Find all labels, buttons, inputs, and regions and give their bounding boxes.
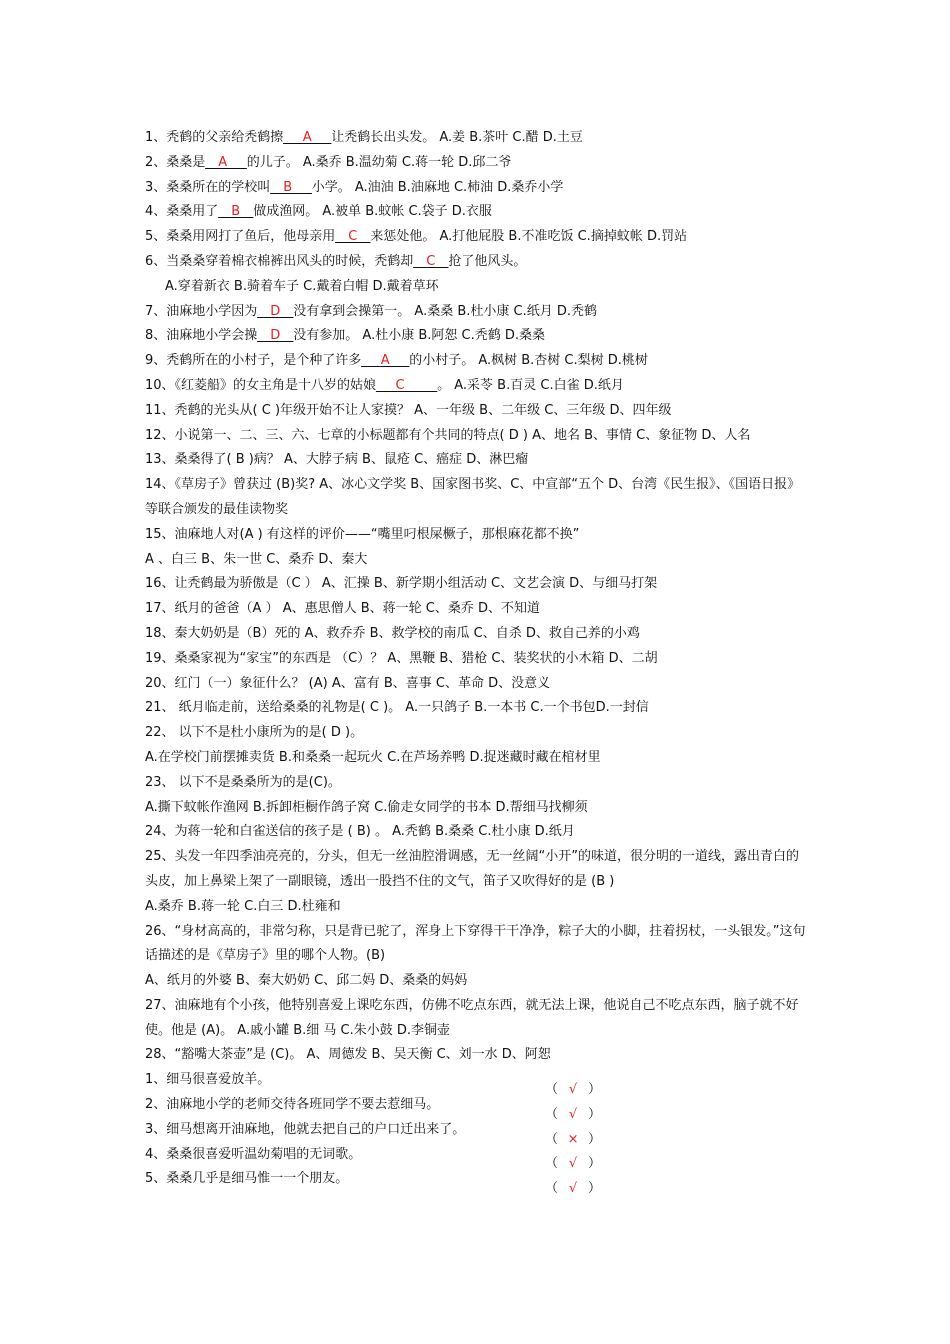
question-line [145, 151, 810, 176]
blank-left: __ [257, 303, 271, 319]
blank-left: ___ [361, 353, 381, 369]
answer-blank [218, 204, 253, 219]
question-text: 没有参加。 A.杜小康 B.阿恕 C.秃鹤 D.桑桑 [293, 328, 546, 344]
answer-letter: D [270, 328, 281, 344]
question-line [145, 622, 810, 647]
question-stem: 1、秃鹤的父亲给秃鹤擦 [145, 130, 284, 145]
question-line [145, 225, 810, 250]
blank-right: ___ [292, 179, 312, 195]
question-text: 14、《草房子》曾获过 (B)奖? A、冰心文学奖 B、国家图书奖、C、中宣部“五个 D、台湾《民生报》、《国语日报》等联合颁发的最佳读物奖 [145, 477, 801, 517]
question-line [145, 349, 810, 374]
judgement-mark: √ [568, 1156, 578, 1172]
question-line [145, 473, 810, 523]
question-line [145, 895, 810, 920]
answer-blank [376, 378, 437, 393]
judgement-line [145, 1118, 810, 1147]
judgement-mark: √ [568, 1082, 578, 1098]
question-text: 来惩处他。 A.打他屁股 B.不准吃饭 C.摘掉蚊帐 D.罚站 [370, 229, 688, 245]
question-line [145, 969, 810, 994]
question-text: 让秃鹤长出头发。 A.姜 B.茶叶 C.醋 D.土豆 [331, 130, 583, 145]
question-text: 21、 纸月临走前，送给桑桑的礼物是( C )。 A.一只鸽子 B.一本书 C.一个书包D.一封信 [145, 700, 649, 716]
question-line [145, 771, 810, 796]
question-line [145, 1043, 810, 1068]
blank-right: __ [280, 303, 294, 319]
question-line [145, 746, 810, 771]
question-line [145, 820, 810, 845]
blank-left: __ [335, 229, 349, 245]
question-text: 19、桑桑家视为“家宝”的东西是 （C）？ A、黑鞭 B、猎枪 C、装奖状的小木箱 D、二胡 [145, 650, 658, 666]
answer-letter: A [380, 353, 390, 369]
question-line [145, 572, 810, 597]
question-stem: 5、桑桑用网打了鱼后，他母亲用 [145, 229, 336, 245]
judgement-text: 4、桑桑很喜爱听温幼菊唱的无词歌。 [145, 1146, 362, 1162]
blank-left: __ [218, 204, 232, 220]
question-stem: 6、当桑桑穿着棉衣棉裤出风头的时候，秃鹤却 [145, 253, 414, 269]
question-line [145, 672, 810, 697]
blank-left: __ [257, 328, 271, 344]
question-text: 小学。 A.油油 B.油麻地 C.柿油 D.桑乔小学 [311, 179, 564, 195]
answer-blank [257, 304, 293, 319]
answer-letter: C [426, 253, 436, 269]
question-line [145, 200, 810, 225]
question-line [145, 300, 810, 325]
question-line [145, 126, 810, 151]
question-line [145, 994, 810, 1044]
answer-letter: A [218, 154, 228, 170]
question-text: 的小村子。 A.枫树 B.杏树 C.梨树 D.桃树 [409, 353, 648, 369]
question-line [145, 647, 810, 672]
judgement-line [145, 1143, 810, 1172]
question-text: 28、“豁嘴大茶壶”是 (C)。 A、周德发 B、吴天衡 C、刘一水 D、阿恕 [145, 1047, 551, 1063]
paren-open: （ [545, 1082, 559, 1098]
question-text: A 、白三 B、朱一世 C、桑乔 D、秦大 [145, 551, 368, 567]
judgement-text: 1、细马很喜爱放羊。 [145, 1072, 271, 1088]
question-stem: 9、秃鹤所在的小村子，是个种了许多 [145, 353, 362, 369]
paren-close: ） [588, 1156, 602, 1172]
question-text: 23、 以下不是桑桑所为的是(C)。 [145, 774, 341, 790]
question-text: 26、“身材高高的，非常匀称，只是背已驼了，浑身上下穿得干干净净，粽子大的小脚，拄着拐杖，一头银发。”这句话描述的是《草房子》里的哪个人物。(B) [145, 923, 806, 964]
question-line [145, 548, 810, 573]
judgement-list [145, 1068, 810, 1197]
answer-blank [361, 353, 409, 368]
question-stem: 4、桑桑用了 [145, 204, 219, 220]
paren-close: ） [588, 1082, 602, 1098]
question-text: 抢了他风头。 [448, 253, 527, 269]
question-text: 16、让秃鹤最为骄傲是（C ） A、汇操 B、新学期小组活动 C、文艺会演 D、与细马打架 [145, 576, 658, 592]
question-text: A.在学校门前摆摊卖货 B.和桑桑一起玩火 C.在芦场养鸭 D.捉迷藏时藏在棺材里 [145, 749, 601, 765]
answer-letter: B [283, 179, 293, 195]
judgement-text: 2、油麻地小学的老师交待各班同学不要去惹细马。 [145, 1097, 440, 1113]
answer-blank [270, 180, 311, 195]
document-page [145, 126, 810, 1197]
question-text: A、纸月的外婆 B、秦大奶奶 C、邱二妈 D、桑桑的妈妈 [145, 973, 468, 989]
question-line [145, 250, 810, 275]
answer-letter: D [270, 303, 281, 319]
blank-right: __ [357, 229, 371, 245]
question-text: 25、头发一年四季油亮亮的，分头，但无一丝油腔滑调感，无一丝阔“小开”的味道，很分明的一道线，露出青白的头皮，加上鼻梁上架了一副眼镜，透出一股挡不住的文气，笛子又吹得好的是 (B ) [145, 849, 800, 889]
paren-open: （ [545, 1156, 559, 1172]
blank-right: __ [435, 253, 449, 269]
blank-left: ___ [376, 377, 396, 393]
question-text: 20、红门（一）象征什么？ (A) A、富有 B、喜事 C、革命 D、没意义 [145, 675, 551, 691]
blank-left: __ [205, 154, 219, 170]
judgement-text: 3、细马想离开油麻地，他就去把自己的户口迁出来了。 [145, 1121, 466, 1137]
question-text: 18、秦大奶奶是（B）死的 A、救乔乔 B、救学校的南瓜 C、自杀 D、救自己养的小鸡 [145, 625, 640, 641]
answer-blank [413, 254, 448, 269]
question-stem: 7、油麻地小学因为 [145, 303, 258, 319]
question-line [145, 721, 810, 746]
question-text: 15、油麻地人对(A ) 有这样的评价——“嘴里叼根屎橛子，那根麻花都不换” [145, 526, 580, 542]
answer-letter: B [231, 204, 241, 220]
judgement-line [145, 1068, 810, 1098]
answer-blank [205, 155, 246, 170]
blank-right: ___ [311, 130, 332, 145]
question-line [145, 424, 810, 449]
question-text: 17、纸月的爸爸（A ） A、惠思僧人 B、蒋一轮 C、桑乔 D、不知道 [145, 601, 540, 617]
blank-left: __ [270, 179, 284, 195]
question-line [145, 324, 810, 349]
question-list [145, 126, 810, 1068]
judgement-line [145, 1167, 810, 1197]
answer-blank [257, 328, 293, 343]
answer-letter: C [348, 229, 358, 245]
question-stem: 3、桑桑所在的学校叫 [145, 179, 271, 195]
blank-left: __ [413, 253, 427, 269]
blank-right: ___ [389, 353, 410, 369]
question-text: 。 A.采苓 B.百灵 C.白雀 D.纸月 [437, 377, 624, 393]
question-line [145, 523, 810, 548]
question-line [145, 374, 810, 399]
judgement-text: 5、桑桑几乎是细马惟一一个朋友。 [145, 1171, 349, 1187]
question-line [145, 696, 810, 721]
question-stem: 10、《红菱船》的女主角是十八岁的姑娘 [145, 377, 377, 393]
blank-right: ___ [227, 154, 247, 170]
question-text: 11、秃鹤的光头从( C )年级开始不让人家摸？ A、一年级 B、二年级 C、三年级 D、四年级 [145, 402, 672, 418]
question-text: 没有拿到会操第一。 A.桑桑 B.杜小康 C.纸月 D.秃鹤 [293, 303, 598, 319]
question-text: A.穿着新衣 B.骑着车子 C.戴着白帽 D.戴着草环 [165, 278, 439, 294]
question-text: 的儿子。 A.桑乔 B.温幼菊 C.蒋一轮 D.邱二爷 [246, 154, 512, 170]
paren-close: ） [588, 1131, 602, 1147]
answer-letter: C [395, 377, 405, 393]
question-text: 做成渔网。 A.被单 B.蚊帐 C.袋子 D.衣服 [253, 204, 492, 220]
question-line [145, 597, 810, 622]
question-text: 13、桑桑得了( B )病？ A、大脖子病 B、鼠疮 C、癌症 D、淋巴瘤 [145, 452, 529, 468]
question-stem: 2、桑桑是 [145, 154, 206, 170]
judgement-answer [545, 1177, 601, 1202]
question-line [145, 448, 810, 473]
blank-right: __ [280, 328, 294, 344]
judgement-line [145, 1093, 810, 1122]
question-text: A.撕下蚊帐作渔网 B.拆卸柜橱作鸽子窝 C.偷走女同学的书本 D.帮细马找柳须 [145, 799, 588, 815]
judgement-mark: √ [568, 1106, 578, 1122]
answer-letter: A [302, 130, 312, 145]
blank-right: __ [240, 204, 254, 220]
question-line [145, 399, 810, 424]
question-text: 12、小说第一、二、三、六、七章的小标题都有个共同的特点( D ) A、地名 B、事情 C、象征物 D、人名 [145, 427, 751, 443]
answer-blank [283, 130, 331, 145]
question-line [145, 920, 810, 970]
paren-open: （ [545, 1131, 559, 1147]
judgement-mark: × [567, 1131, 579, 1147]
blank-right: _____ [404, 377, 438, 393]
question-text: 22、 以下不是杜小康所为的是( D )。 [145, 725, 364, 741]
question-line [145, 176, 810, 201]
paren-open: （ [545, 1106, 559, 1122]
question-stem: 8、油麻地小学会操 [145, 328, 258, 344]
paren-open: （ [545, 1181, 559, 1197]
question-text: 27、油麻地有个小孩，他特别喜爱上课吃东西，仿佛不吃点东西，就无法上课，他说自己不吃点东西，脑子就不好使。他是 (A)。 A.戚小罐 B.细 马 C.朱小鼓 D.李铜壶 [145, 997, 799, 1038]
paren-close: ） [588, 1106, 602, 1122]
question-line [145, 845, 810, 895]
answer-blank [335, 229, 370, 244]
question-line [145, 796, 810, 821]
question-text: A.桑乔 B.蒋一轮 C.白三 D.杜雍和 [145, 898, 341, 914]
blank-left: ___ [283, 130, 303, 145]
paren-close: ） [588, 1181, 602, 1197]
question-text: 24、为蒋一轮和白雀送信的孩子是 ( B) 。 A.秃鹤 B.桑桑 C.杜小康 D.纸月 [145, 824, 575, 840]
judgement-mark: √ [568, 1181, 578, 1197]
question-line [145, 275, 810, 300]
